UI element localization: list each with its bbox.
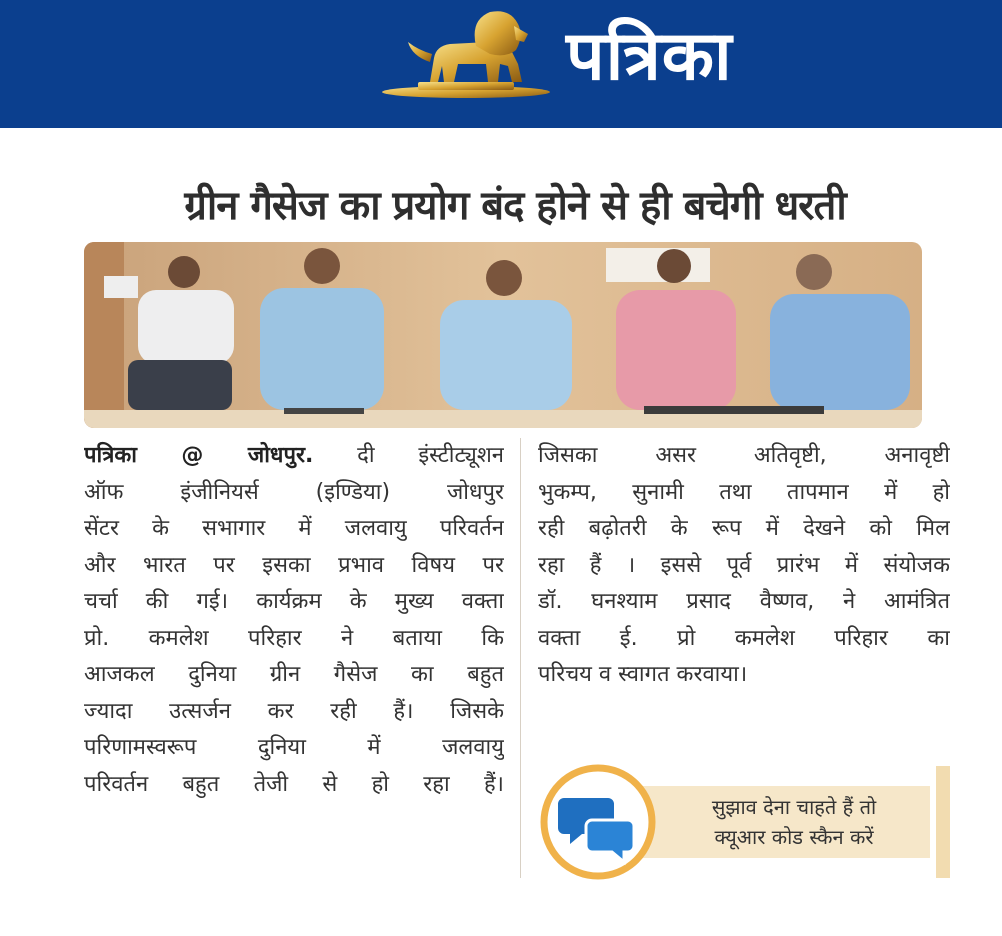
qr-code-prompt xyxy=(540,764,950,880)
qr-prompt-tab xyxy=(936,766,950,878)
column-divider xyxy=(520,438,521,878)
column1-line: चर्चा की गई। कार्यक्रम के मुख्य वक्ता xyxy=(84,589,504,614)
column2-line: डॉ. घनश्याम प्रसाद वैष्णव, ने आमंत्रित xyxy=(538,589,950,614)
column1-line: परिवर्तन बहुत तेजी से हो रहा हैं। xyxy=(84,771,504,797)
qr-prompt-text xyxy=(664,786,924,858)
article-dateline: पत्रिका @ जोधपुर. xyxy=(84,443,314,468)
article-column-2 xyxy=(538,438,950,694)
column1-line: सेंटर के सभागार में जलवायु परिवर्तन xyxy=(84,516,504,541)
column1-line: ऑफ इंजीनियर्स (इण्डिया) जोधपुर xyxy=(84,479,504,505)
column2-line: रहा हैं । इससे पूर्व प्रारंभ में संयोजक xyxy=(538,552,950,578)
qr-prompt-line2: क्यूआर कोड स्कैन करें xyxy=(714,825,874,849)
qr-prompt-line1: सुझाव देना चाहते हैं तो xyxy=(711,795,877,819)
column2-line: रही बढ़ोतरी के रूप में देखने को मिल xyxy=(538,516,950,541)
column1-line: ज्यादा उत्सर्जन कर रही हैं। जिसके xyxy=(84,698,504,724)
column2-line: भुकम्प, सुनामी तथा तापमान में हो xyxy=(538,479,950,505)
column2-line: वक्ता ई. प्रो कमलेश परिहार का xyxy=(538,625,950,651)
chat-bubbles-icon xyxy=(540,764,656,880)
article-column-1 xyxy=(84,438,504,803)
column1-line: आजकल दुनिया ग्रीन गैसेज का बहुत xyxy=(84,662,504,687)
column1-line: और भारत पर इसका प्रभाव विषय पर xyxy=(84,552,504,578)
article-headline: ग्रीन गैसेज का प्रयोग बंद होने से ही बचेगी धरती xyxy=(184,183,846,229)
column2-line: परिचय व स्वागत करवाया। xyxy=(538,662,748,687)
column2-line: जिसका असर अतिवृष्टी, अनावृष्टी xyxy=(538,443,950,468)
lion-emblem-icon xyxy=(378,6,554,102)
masthead xyxy=(0,0,1002,128)
article-photo xyxy=(84,242,922,428)
column1-line: प्रो. कमलेश परिहार ने बताया कि xyxy=(84,625,504,651)
column1-line: दी इंस्टीट्यूशन xyxy=(357,443,504,468)
column1-line: परिणामस्वरूप दुनिया में जलवायु xyxy=(84,735,504,760)
meeting-photo-illustration xyxy=(84,242,922,428)
brand-name: पत्रिका xyxy=(566,16,733,96)
